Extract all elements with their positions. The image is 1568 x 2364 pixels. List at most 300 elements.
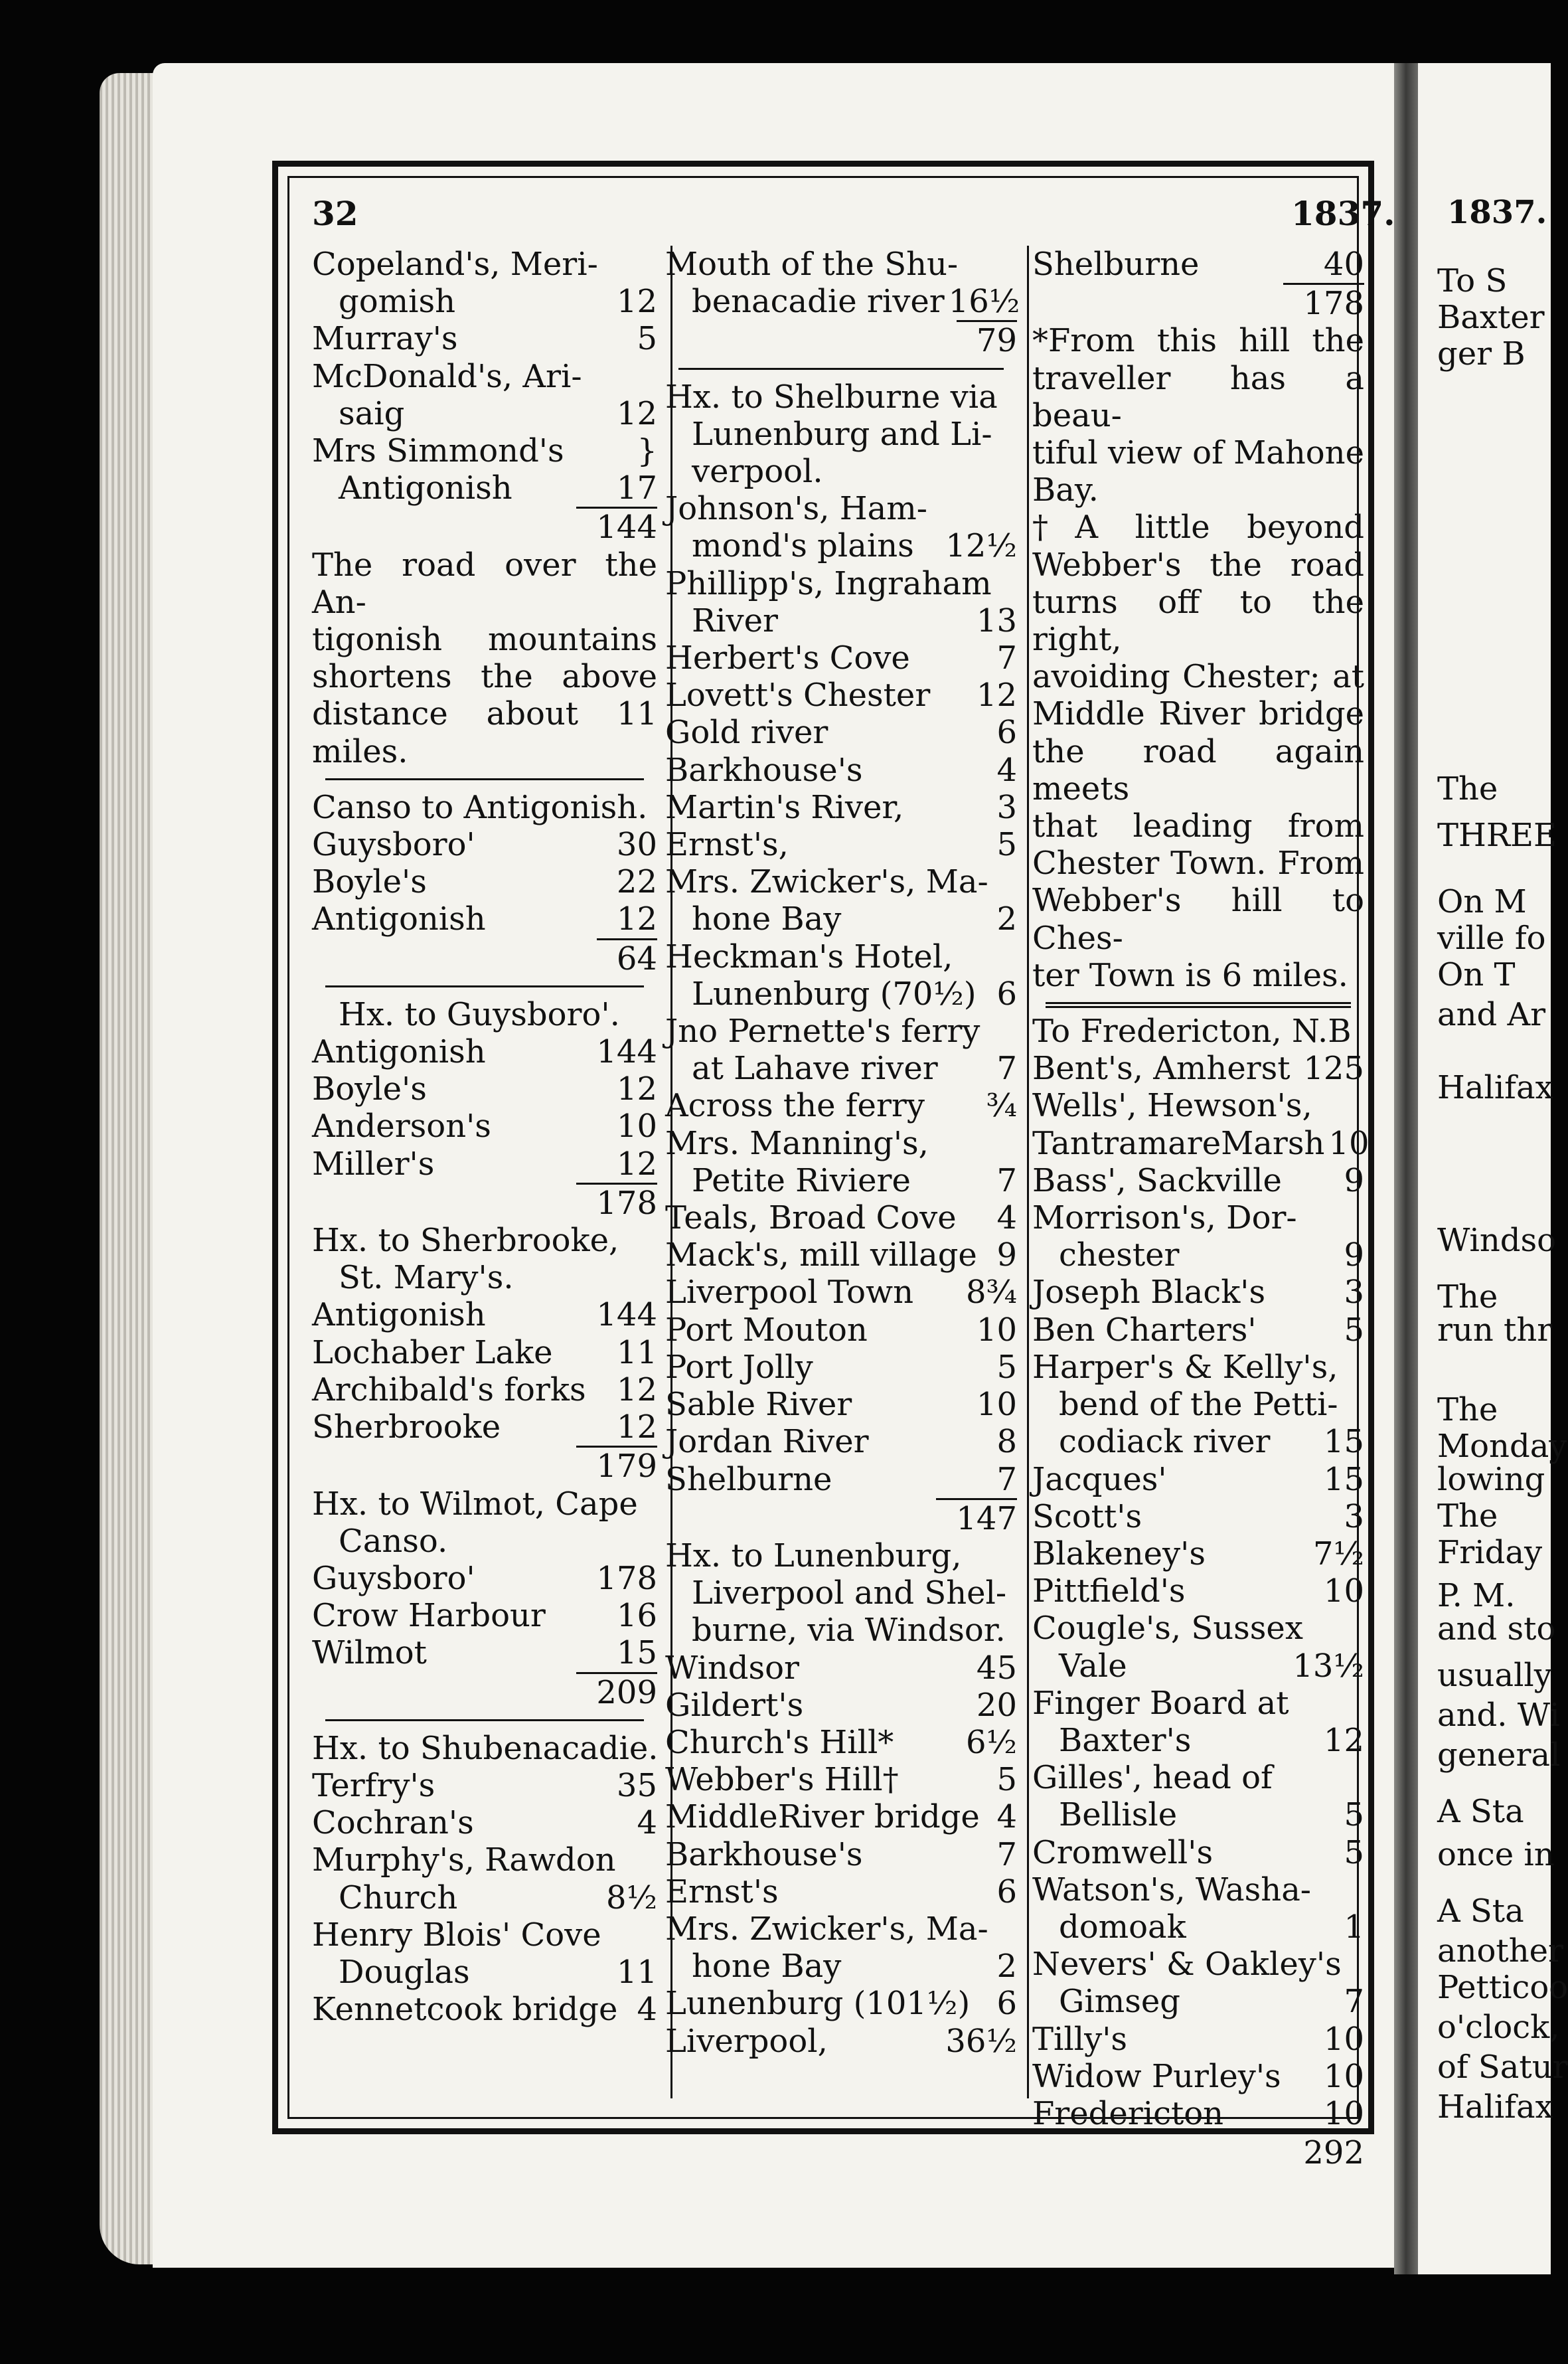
place-name: Cochran's (312, 1804, 474, 1842)
place-name: Antigonish (312, 900, 486, 938)
place-name: Anderson's (312, 1108, 491, 1145)
route-entry (1032, 1983, 1364, 2020)
facing-page-text: general (1437, 1736, 1561, 1774)
place-name: McDonald's, Ari- (312, 357, 582, 395)
route-entry (665, 863, 1017, 900)
place-name: Blakeney's (1032, 1535, 1206, 1572)
facing-page-text: The (1437, 1391, 1498, 1428)
distance-miles: 15 (616, 1634, 657, 1672)
footnote-line: Webber's the road (1032, 546, 1364, 584)
place-name: hone Bay (692, 1948, 842, 1985)
distance-miles: 6½ (965, 1723, 1017, 1761)
place-name: Guysboro' (312, 826, 475, 864)
place-name: Hx. to Shelburne via (665, 378, 998, 416)
footnote-line: †A little beyond (1032, 509, 1364, 547)
place-name: Ernst's (665, 1873, 779, 1910)
distance-miles: 12 (1323, 1721, 1364, 1759)
route-entry (665, 1087, 1017, 1124)
place-name: Finger Board at (1032, 1684, 1289, 1722)
place-name: Johnson's, Ham- (665, 490, 927, 528)
route-entry (312, 395, 657, 432)
facing-page-text: Monday (1437, 1428, 1567, 1465)
place-name: To Fredericton, N.B (1032, 1013, 1352, 1051)
place-name: Jacques' (1032, 1460, 1167, 1498)
route-entry (1032, 1013, 1364, 1050)
route-total (312, 1183, 657, 1222)
place-name: Hx. to Sherbrooke, (312, 1222, 619, 1260)
place-name: Baxter's (1059, 1721, 1192, 1759)
distance-miles: 35 (616, 1766, 657, 1804)
place-name: Hx. to Guysboro'. (339, 995, 620, 1033)
place-name: Gilles', head of (1032, 1759, 1273, 1797)
distance-miles: 1 (1344, 1908, 1364, 1946)
route-entry (665, 1649, 1017, 1687)
distance-miles: 17 (616, 469, 657, 507)
footnote-line: turns off to the right, (1032, 583, 1364, 659)
route-entry (1032, 246, 1364, 283)
distance-miles: 13 (976, 602, 1017, 639)
route-entry (312, 1371, 657, 1408)
route-entry (665, 565, 1017, 602)
distance-miles: 2 (996, 900, 1017, 938)
distance-miles: 4 (996, 1798, 1017, 1836)
place-name: mond's plains (692, 527, 914, 565)
route-entry (1032, 1199, 1364, 1236)
route-entry (665, 527, 1017, 564)
book-gutter (1394, 63, 1418, 2274)
distance-miles: 5 (996, 1761, 1017, 1799)
place-name: Henry Blois' Cove (312, 1916, 601, 1954)
place-name: Antigonish (339, 469, 512, 507)
place-name: burne, via Windsor. (692, 1612, 1006, 1649)
route-entry (312, 1523, 657, 1560)
route-entry (312, 863, 657, 900)
place-name: Harper's & Kelly's, (1032, 1348, 1338, 1386)
route-entry (665, 1349, 1017, 1386)
route-entry (312, 1108, 657, 1145)
distance-miles: 20 (976, 1686, 1017, 1724)
footnote (1032, 322, 1364, 509)
route-entry (312, 1560, 657, 1597)
place-name: Wells', Hewson's, (1032, 1087, 1312, 1125)
route-entry (312, 469, 657, 507)
place-name: TantramareMarsh (1032, 1124, 1325, 1162)
place-name: Morrison's, Dor- (1032, 1199, 1297, 1237)
facing-page-text: The (1437, 1278, 1498, 1315)
place-name: St. Mary's. (339, 1259, 514, 1297)
route-entry (665, 1574, 1017, 1612)
footnote-line: traveller has a beau- (1032, 359, 1364, 434)
distance-miles: 10 (1323, 2020, 1364, 2058)
distance-miles: 10 (1323, 2094, 1364, 2132)
place-name: Liverpool, (665, 2022, 828, 2060)
distance-miles: 10 (616, 1108, 657, 1145)
facing-page-text: To S (1437, 262, 1508, 299)
place-name: River (692, 602, 778, 639)
place-name: Mrs. Zwicker's, Ma- (665, 863, 988, 901)
route-total (312, 507, 657, 546)
distance-miles: 7 (996, 639, 1017, 677)
place-name: Kennetcook bridge (312, 1991, 618, 2029)
distance-miles: 178 (596, 1559, 657, 1597)
facing-page-text: once in (1437, 1836, 1555, 1873)
route-entry (665, 752, 1017, 789)
route-entry (1032, 1908, 1364, 1946)
place-name: Cougle's, Sussex (1032, 1610, 1303, 1647)
route-entry (312, 1334, 657, 1371)
distance-miles: 3 (1344, 1497, 1364, 1535)
column-rule-2 (1027, 246, 1029, 2098)
route-entry (665, 789, 1017, 826)
place-name: Liverpool Town (665, 1274, 914, 1311)
total-miles: 147 (936, 1498, 1017, 1537)
route-entry (1032, 1535, 1364, 1572)
place-name: Shelburne (665, 1460, 832, 1498)
place-name: Boyle's (312, 863, 427, 901)
route-entry (312, 432, 657, 469)
place-name: Sherbrooke (312, 1408, 501, 1446)
route-entry (665, 416, 1017, 453)
route-entry (1032, 1236, 1364, 1274)
route-entry (665, 975, 1017, 1013)
distance-miles: 4 (637, 1991, 657, 2029)
route-entry (312, 1879, 657, 1916)
distance-miles: 4 (996, 1199, 1017, 1237)
footnote-line: the road again meets (1032, 732, 1364, 807)
place-name: Mrs. Zwicker's, Ma- (665, 1910, 988, 1948)
place-name: Gold river (665, 714, 828, 752)
distance-miles: 15 (1323, 1423, 1364, 1461)
place-name: Webber's Hill† (665, 1761, 899, 1799)
place-name: Windsor (665, 1649, 799, 1687)
route-entry (665, 283, 1020, 321)
route-entry (312, 1634, 657, 1671)
distance-miles: 8½ (605, 1879, 657, 1916)
page-number: 32 (312, 194, 358, 233)
distance-miles: 13½ (1293, 1647, 1364, 1685)
route-entry (665, 1125, 1017, 1162)
place-name: Lochaber Lake (312, 1333, 553, 1371)
route-entry (665, 938, 1017, 975)
route-entry (1032, 1087, 1364, 1124)
distance-miles: 8¾ (965, 1274, 1017, 1311)
place-name: Port Mouton (665, 1311, 868, 1349)
place-name: Gimseg (1059, 1983, 1180, 2021)
route-entry (1032, 1349, 1364, 1386)
facing-page-text: ville fo (1437, 920, 1546, 957)
footnote-line: miles. (312, 732, 408, 770)
total-miles: 179 (576, 1446, 657, 1485)
footnote-line: that leading from (1032, 807, 1364, 845)
total-miles: 209 (576, 1672, 657, 1711)
place-name: Scott's (1032, 1497, 1142, 1535)
route-entry (665, 1274, 1017, 1311)
column-1 (312, 246, 657, 2028)
facing-page-text: On T (1437, 956, 1516, 993)
facing-page-text: The (1437, 1497, 1498, 1535)
distance-miles: 7 (996, 1835, 1017, 1873)
route-entry (665, 1050, 1017, 1087)
place-name: Ben Charters' (1032, 1311, 1257, 1349)
facing-page-year: 1837. (1447, 194, 1547, 231)
distance-miles: 5 (637, 320, 657, 358)
route-entry (665, 639, 1017, 677)
route-entry (665, 826, 1017, 863)
route-entry (665, 1236, 1017, 1274)
facing-page-text: The (1437, 770, 1498, 807)
route-entry (312, 320, 657, 357)
route-entry (1032, 1050, 1364, 1087)
place-name: Pittfield's (1032, 1572, 1186, 1610)
route-entry (665, 1948, 1017, 1985)
section-divider (312, 1711, 657, 1730)
distance-miles: 5 (1344, 1796, 1364, 1834)
footnote-line: Bay. (1032, 471, 1099, 509)
distance-miles: 10 (976, 1311, 1017, 1349)
place-name: Wilmot (312, 1634, 427, 1672)
place-name: Antigonish (312, 1296, 486, 1334)
place-name: Church's Hill* (665, 1723, 894, 1761)
place-name: Bellisle (1059, 1796, 1178, 1834)
route-entry (1032, 1946, 1364, 1983)
distance-miles: 144 (596, 1296, 657, 1334)
route-entry (665, 1910, 1017, 1948)
route-entry (665, 1985, 1017, 2022)
route-entry (1032, 1796, 1364, 1833)
distance-miles: 6 (996, 975, 1017, 1013)
facing-page-text: A Sta (1437, 1793, 1524, 1830)
facing-page-text: Halifax (1437, 1069, 1553, 1106)
route-entry (665, 1461, 1017, 1498)
distance-miles: 12 (616, 1145, 657, 1183)
place-name: Liverpool and Shel- (692, 1574, 1007, 1612)
route-entry (1032, 1834, 1364, 1871)
place-name: Murphy's, Rawdon (312, 1841, 616, 1879)
route-entry (312, 1296, 657, 1333)
distance-miles: 4 (637, 1804, 657, 1842)
place-name: Widow Purley's (1032, 2057, 1281, 2095)
place-name: Miller's (312, 1145, 435, 1183)
distance-miles: 30 (616, 826, 657, 864)
facing-page-text: Petticoo (1437, 1969, 1568, 2006)
place-name: Heckman's Hotel, (665, 938, 953, 975)
footnote-line: ter Town is 6 miles. (1032, 956, 1348, 994)
footnote-line: Chester Town. From (1032, 845, 1364, 883)
place-name: Lovett's Chester (665, 677, 931, 715)
distance-miles: 6 (996, 714, 1017, 752)
place-name: Church (339, 1879, 458, 1916)
distance-miles: 11 (616, 1333, 657, 1371)
distance-miles: 12 (616, 900, 657, 938)
route-entry (1032, 2058, 1364, 2095)
place-name: Sable River (665, 1386, 852, 1424)
facing-page-text: A Sta (1437, 1893, 1524, 1930)
route-entry (665, 1013, 1017, 1050)
route-entry (312, 1730, 657, 1767)
place-name: bend of the Petti- (1059, 1386, 1338, 1424)
footnote (312, 547, 657, 770)
place-name: Teals, Broad Cove (665, 1199, 957, 1237)
route-entry (312, 1804, 657, 1841)
facing-page-text: Halifax (1437, 2088, 1553, 2126)
route-entry (1032, 1498, 1364, 1535)
route-entry (1032, 1572, 1364, 1610)
distance-miles: 5 (996, 826, 1017, 864)
facing-page-text: Baxter (1437, 299, 1545, 336)
place-name: Jno Pernette's ferry (665, 1013, 980, 1051)
route-entry (665, 1162, 1017, 1199)
route-entry (665, 1311, 1017, 1349)
route-entry (312, 1222, 657, 1259)
route-entry (665, 714, 1017, 751)
distance-miles: 3 (1344, 1274, 1364, 1311)
route-entry (1032, 1274, 1364, 1311)
route-entry (665, 490, 1017, 527)
place-name: Ernst's, (665, 826, 789, 864)
section-divider (665, 360, 1017, 379)
route-entry (1032, 1647, 1364, 1685)
distance-miles: 7 (996, 1161, 1017, 1199)
distance-miles: 16½ (948, 283, 1020, 321)
route-entry (312, 996, 657, 1033)
place-name: benacadie river (692, 283, 945, 321)
distance-miles: 4 (996, 751, 1017, 789)
route-entry (665, 1423, 1017, 1460)
total-miles: 292 (1283, 2132, 1364, 2171)
place-name: Mouth of the Shu- (665, 246, 959, 283)
place-name: Archibald's forks (312, 1371, 586, 1408)
distance-miles: 7½ (1312, 1535, 1364, 1572)
distance-miles: } (637, 432, 657, 470)
route-entry (665, 1687, 1017, 1724)
facing-page-text: ger B (1437, 335, 1526, 373)
route-entry (1032, 1722, 1364, 1759)
route-entry (1032, 2021, 1364, 2058)
distance-miles: 12 (616, 283, 657, 321)
place-name: Lunenburg (101½) (665, 1985, 971, 2023)
place-name: saig (339, 394, 405, 432)
place-name: Guysboro' (312, 1559, 475, 1597)
facing-page-text: of Satur (1437, 2049, 1568, 2086)
place-name: Hx. to Shubenacadie. (312, 1729, 659, 1767)
place-name: Crow Harbour (312, 1597, 546, 1635)
total-miles: 79 (957, 320, 1017, 359)
place-name: Fredericton (1032, 2094, 1224, 2132)
route-entry (665, 453, 1017, 490)
distance-miles: 9 (1344, 1236, 1364, 1274)
route-entry (1032, 1124, 1370, 1162)
footnote-line: Middle River bridge (1032, 695, 1364, 733)
distance-miles: 12 (616, 1408, 657, 1446)
facing-page-text: P. M. (1437, 1577, 1516, 1614)
route-entry (312, 1954, 657, 1991)
distance-miles: 45 (976, 1649, 1017, 1687)
route-entry (665, 602, 1017, 639)
facing-page-text: o'clock, (1437, 2009, 1560, 2046)
route-entry (1032, 1162, 1364, 1199)
distance-miles: 40 (1323, 246, 1364, 283)
facing-page-text: and sto (1437, 1610, 1556, 1647)
route-total (312, 938, 657, 977)
distance-miles: 10 (1323, 1572, 1364, 1610)
route-entry (1032, 1461, 1364, 1498)
facing-page-text: and. Wi (1437, 1697, 1560, 1734)
place-name: Boyle's (312, 1070, 427, 1108)
section-divider (1032, 994, 1364, 1013)
route-entry (312, 1033, 657, 1070)
route-entry (1032, 1311, 1364, 1349)
facing-page-text: usually (1437, 1657, 1552, 1694)
distance-miles: 10 (1323, 2057, 1364, 2095)
distance-miles: 6 (996, 1873, 1017, 1910)
route-entry (312, 1259, 657, 1296)
route-entry (312, 283, 657, 320)
route-entry (312, 1767, 657, 1804)
place-name: Barkhouse's (665, 751, 863, 789)
place-name: codiack river (1059, 1423, 1271, 1461)
distance-miles: 8 (996, 1423, 1017, 1461)
distance-miles: 12 (616, 1371, 657, 1408)
distance-miles: 5 (1344, 1311, 1364, 1349)
distance-miles: 125 (1303, 1050, 1364, 1088)
place-name: Mrs Simmond's (312, 432, 564, 470)
route-entry (665, 1612, 1017, 1649)
route-entry (665, 379, 1017, 416)
facing-page-text: Windso (1437, 1222, 1557, 1259)
route-total (1032, 2132, 1364, 2171)
place-name: hone Bay (692, 900, 842, 938)
route-entry (1032, 1386, 1364, 1423)
distance-miles: 5 (1344, 1833, 1364, 1871)
place-name: Across the ferry (665, 1087, 925, 1125)
place-name: Port Jolly (665, 1348, 813, 1386)
section-divider (312, 770, 657, 789)
place-name: Douglas (339, 1953, 470, 1991)
distance-miles: 11 (616, 1953, 657, 1991)
route-entry (665, 246, 1017, 283)
facing-page-text: Friday (1437, 1534, 1543, 1571)
place-name: Hx. to Lunenburg, (665, 1537, 962, 1574)
place-name: Shelburne (1032, 246, 1200, 283)
route-entry (312, 900, 657, 938)
place-name: Herbert's Cove (665, 639, 910, 677)
distance-miles: 144 (596, 1033, 657, 1071)
place-name: at Lahave river (692, 1050, 938, 1088)
footnote-line: avoiding Chester; at (1032, 658, 1364, 696)
place-name: Bent's, Amherst (1032, 1050, 1291, 1088)
place-name: Hx. to Wilmot, Cape (312, 1485, 638, 1523)
route-entry (312, 826, 657, 863)
place-name: Canso to Antigonish. (312, 788, 648, 826)
footnote-line: *From this hill the (1032, 322, 1364, 360)
place-name: chester (1059, 1236, 1180, 1274)
route-entry (665, 900, 1017, 938)
distance-miles: 22 (616, 863, 657, 901)
route-total (1032, 283, 1364, 322)
distance-miles: 10 (1328, 1124, 1370, 1162)
distance-miles: 12 (976, 677, 1017, 715)
route-entry (312, 1070, 657, 1108)
route-entry (312, 1991, 657, 2028)
distance-miles: 36½ (945, 2022, 1017, 2060)
place-name: verpool. (692, 453, 823, 491)
place-name: gomish (339, 283, 456, 321)
route-entry (1032, 1610, 1364, 1647)
total-miles: 144 (576, 507, 657, 546)
route-entry (312, 789, 657, 826)
place-name: Mack's, mill village (665, 1236, 977, 1274)
place-name: domoak (1059, 1908, 1186, 1946)
